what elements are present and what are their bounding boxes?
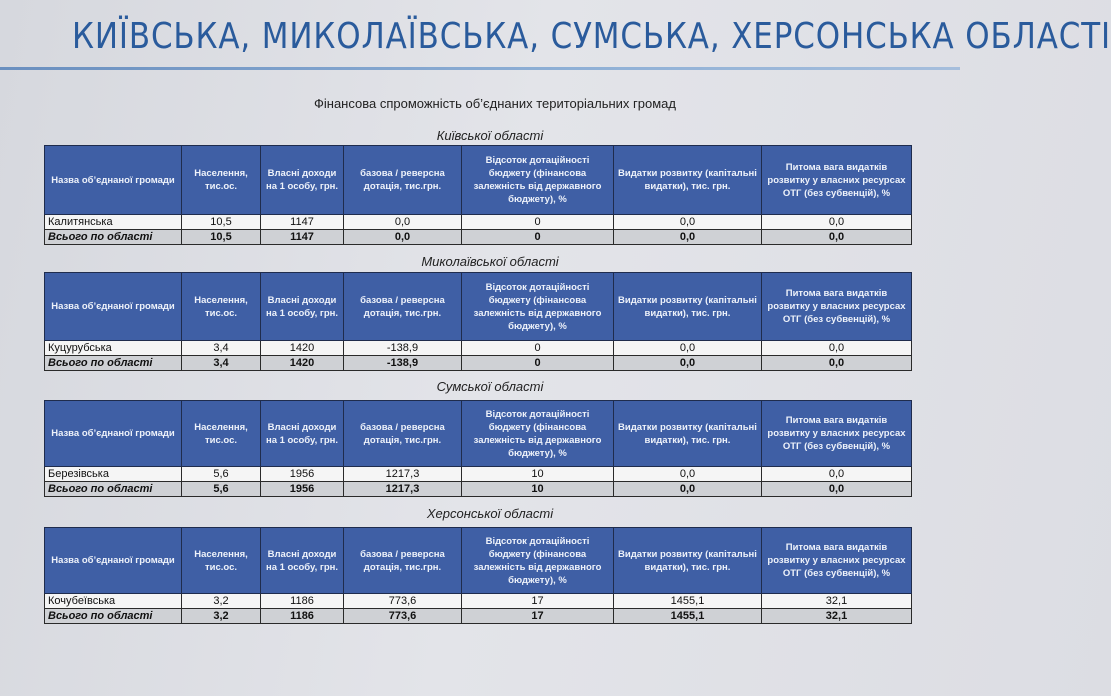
cell-income: 1186 [261,609,344,624]
total-row [45,230,912,245]
header-share: Питома вага видатків розвитку у власних ресурсах ОТГ (без субвенцій), % [762,273,912,341]
header-dependency: Відсоток дотаційності бюджету (фінансова залежність від державного бюджету), % [462,146,614,215]
header-name: Назва об’єднаної громади [45,146,182,215]
header-population: Населення, тис.ос. [182,146,261,215]
cell-population: 10,5 [182,215,261,230]
cell-capex: 0,0 [614,467,762,482]
header-capex: Видатки розвитку (капітальні видатки), тис. грн. [614,401,762,467]
cell-population: 3,4 [182,356,261,371]
finance-table [44,145,912,245]
cell-share: 32,1 [762,609,912,624]
region-label: Миколаївської області [421,254,559,269]
cell-name: Калитянська [45,215,182,230]
cell-subsidy: 773,6 [344,609,462,624]
cell-subsidy: 0,0 [344,230,462,245]
cell-name: Всього по області [45,356,182,371]
header-income: Власні доходи на 1 особу, грн. [261,528,344,594]
cell-income: 1147 [261,230,344,245]
header-name: Назва об’єднаної громади [45,528,182,594]
cell-dependency: 17 [462,594,614,609]
cell-share: 0,0 [762,230,912,245]
header-dependency: Відсоток дотаційності бюджету (фінансова залежність від державного бюджету), % [462,273,614,341]
page-title: КИЇВСЬКА, МИКОЛАЇВСЬКА, СУМСЬКА, ХЕРСОНСЬКА ОБЛАСТІ [72,16,1111,57]
table-row [45,467,912,482]
cell-share: 32,1 [762,594,912,609]
header-population: Населення, тис.ос. [182,401,261,467]
cell-income: 1147 [261,215,344,230]
header-income: Власні доходи на 1 особу, грн. [261,401,344,467]
header-population: Населення, тис.ос. [182,528,261,594]
cell-share: 0,0 [762,356,912,371]
header-subsidy: базова / реверсна дотація, тис.грн. [344,273,462,341]
cell-dependency: 17 [462,609,614,624]
cell-population: 5,6 [182,467,261,482]
header-subsidy: базова / реверсна дотація, тис.грн. [344,401,462,467]
cell-name: Всього по області [45,609,182,624]
cell-capex: 0,0 [614,482,762,497]
finance-table [44,272,912,371]
cell-share: 0,0 [762,341,912,356]
cell-population: 5,6 [182,482,261,497]
region-label: Сумської області [436,379,544,394]
cell-capex: 1455,1 [614,609,762,624]
table-row [45,594,912,609]
cell-dependency: 0 [462,356,614,371]
header-share: Питома вага видатків розвитку у власних ресурсах ОТГ (без субвенцій), % [762,146,912,215]
header-capex: Видатки розвитку (капітальні видатки), тис. грн. [614,146,762,215]
cell-income: 1420 [261,356,344,371]
cell-dependency: 10 [462,467,614,482]
cell-dependency: 0 [462,341,614,356]
cell-capex: 1455,1 [614,594,762,609]
header-capex: Видатки розвитку (капітальні видатки), тис. грн. [614,273,762,341]
cell-name: Кочубеївська [45,594,182,609]
cell-dependency: 0 [462,215,614,230]
cell-subsidy: 0,0 [344,215,462,230]
cell-income: 1186 [261,594,344,609]
finance-table [44,527,912,624]
subtitle: Фінансова спроможність об’єднаних територіальних громад [314,96,676,111]
cell-income: 1420 [261,341,344,356]
cell-income: 1956 [261,467,344,482]
cell-name: Куцурубська [45,341,182,356]
header-dependency: Відсоток дотаційності бюджету (фінансова залежність від державного бюджету), % [462,401,614,467]
total-row [45,482,912,497]
cell-capex: 0,0 [614,341,762,356]
region-label: Херсонської області [426,506,554,521]
header-income: Власні доходи на 1 особу, грн. [261,273,344,341]
total-row [45,356,912,371]
title-rule [0,67,960,70]
cell-name: Березівська [45,467,182,482]
cell-subsidy: 1217,3 [344,482,462,497]
table-row [45,215,912,230]
cell-dependency: 10 [462,482,614,497]
cell-subsidy: -138,9 [344,341,462,356]
cell-capex: 0,0 [614,230,762,245]
cell-subsidy: 1217,3 [344,467,462,482]
cell-share: 0,0 [762,467,912,482]
cell-capex: 0,0 [614,356,762,371]
header-population: Населення, тис.ос. [182,273,261,341]
header-subsidy: базова / реверсна дотація, тис.грн. [344,528,462,594]
total-row [45,609,912,624]
header-dependency: Відсоток дотаційності бюджету (фінансова залежність від державного бюджету), % [462,528,614,594]
cell-share: 0,0 [762,482,912,497]
header-share: Питома вага видатків розвитку у власних ресурсах ОТГ (без субвенцій), % [762,528,912,594]
finance-table [44,400,912,497]
cell-subsidy: 773,6 [344,594,462,609]
cell-population: 10,5 [182,230,261,245]
cell-population: 3,2 [182,594,261,609]
cell-dependency: 0 [462,230,614,245]
header-income: Власні доходи на 1 особу, грн. [261,146,344,215]
header-capex: Видатки розвитку (капітальні видатки), тис. грн. [614,528,762,594]
cell-subsidy: -138,9 [344,356,462,371]
cell-name: Всього по області [45,482,182,497]
header-name: Назва об’єднаної громади [45,401,182,467]
cell-capex: 0,0 [614,215,762,230]
cell-name: Всього по області [45,230,182,245]
cell-share: 0,0 [762,215,912,230]
header-subsidy: базова / реверсна дотація, тис.грн. [344,146,462,215]
cell-income: 1956 [261,482,344,497]
cell-population: 3,4 [182,341,261,356]
cell-population: 3,2 [182,609,261,624]
table-row [45,341,912,356]
header-name: Назва об’єднаної громади [45,273,182,341]
region-label: Київської області [436,128,544,143]
header-share: Питома вага видатків розвитку у власних ресурсах ОТГ (без субвенцій), % [762,401,912,467]
